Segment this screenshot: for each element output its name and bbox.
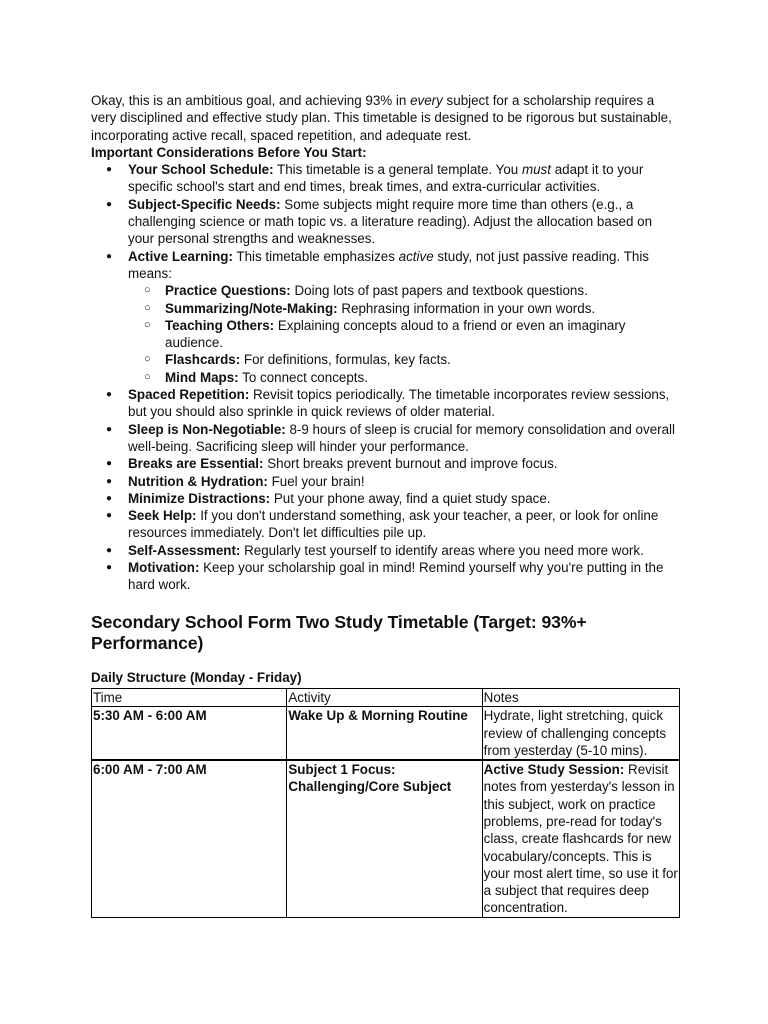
list-item: ● Spaced Repetition: Revisit topics periodically. The timetable incorporates review sessions, but you should also sprinkle in quick reviews of older material. [91,386,681,421]
notes-cell: Active Study Session: Revisit notes from yesterday's lesson in this subject, work on practice problems, pre-read for today's class, create flashcards for new vocabulary/concepts. This is your most alert time, so use it for a subject that requires deep concentration. [483,762,678,916]
column-header-activity: Activity [287,688,482,706]
list-item: ● Minimize Distractions: Put your phone away, find a quiet study space. [91,490,681,507]
document-page [91,92,681,918]
list-item: ○ Teaching Others: Explaining concepts aloud to a friend or even an imaginary audience. [128,317,681,352]
intro-paragraph: Okay, this is an ambitious goal, and achieving 93% in every subject for a scholarship requires a very disciplined and effective study plan. This timetable is designed to be rigorous but sustainable, incorporating active recall, spaced repetition, and adequate rest. [91,93,672,143]
column-header-notes: Notes [482,688,679,706]
considerations-heading: Important Considerations Before You Start: [91,144,367,160]
list-item: ● Active Learning: This timetable emphasizes active study, not just passive reading. This means: ○ Practice Questions: Doing lots of past papers and textbook questions. ○ Summarizing/Note-Making: Rephrasing information in your own words. ○ Teaching Others: Explaining concepts aloud to a friend or even an imaginary audience. ○ Flashcards: For definitions, formulas, key facts. ○ Mind Maps: To connect concepts. [91,248,681,386]
active-learning-sublist [128,282,681,386]
list-item: ● Subject-Specific Needs: Some subjects might require more time than others (e.g., a challenging science or math topic vs. a literature reading). Adjust the allocation based on your personal strengths and weaknesses. [91,196,681,248]
notes-cell: Hydrate, light stretching, quick review of challenging concepts from yesterday (5-10 mins). [482,707,679,760]
timetable-title: Secondary School Form Two Study Timetable (Target: 93%+ Performance) [91,611,587,654]
list-item: ● Your School Schedule: This timetable is a general template. You must adapt it to your specific school's start and end times, break times, and extra-curricular activities. [91,161,681,196]
list-item: ○ Mind Maps: To connect concepts. [128,369,681,386]
time-cell: 6:00 AM - 7:00 AM [92,760,287,917]
list-item: ○ Practice Questions: Doing lots of past papers and textbook questions. [128,282,681,299]
time-cell: 5:30 AM - 6:00 AM [92,707,287,760]
list-item: ● Sleep is Non-Negotiable: 8-9 hours of sleep is crucial for memory consolidation and overall well-being. Sacrificing sleep will hinder your performance. [91,421,681,456]
table-row [92,707,680,760]
list-item: ● Breaks are Essential: Short breaks prevent burnout and improve focus. [91,455,681,472]
column-header-time: Time [92,688,287,706]
activity-cell: Subject 1 Focus: Challenging/Core Subject [287,760,482,917]
list-item: ○ Summarizing/Note-Making: Rephrasing information in your own words. [128,300,681,317]
list-item: ● Seek Help: If you don't understand something, ask your teacher, a peer, or look for online resources immediately. Don't let difficulties pile up. [91,507,681,542]
table-header-row [92,688,680,706]
list-item: ● Self-Assessment: Regularly test yourself to identify areas where you need more work. [91,542,681,559]
list-item: ● Nutrition & Hydration: Fuel your brain! [91,473,681,490]
activity-cell: Wake Up & Morning Routine [287,707,482,760]
table-row [92,760,680,917]
considerations-list [91,161,681,593]
daily-structure-heading: Daily Structure (Monday - Friday) [91,669,302,685]
list-item: ● Motivation: Keep your scholarship goal in mind! Remind yourself why you're putting in the hard work. [91,559,681,594]
timetable-table [91,688,680,918]
list-item: ○ Flashcards: For definitions, formulas, key facts. [128,351,681,368]
